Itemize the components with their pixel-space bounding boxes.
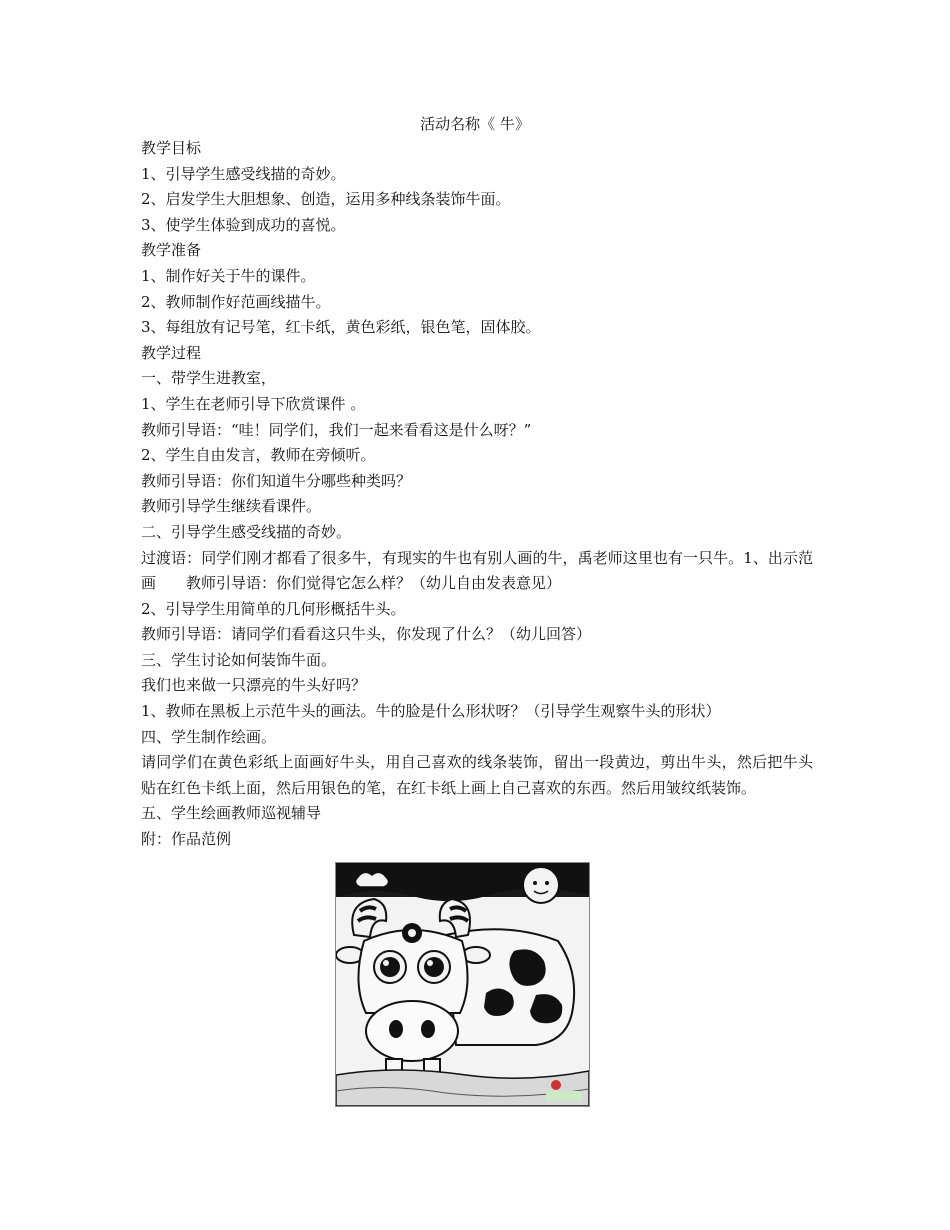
process-line: 2、学生自由发言，教师在旁倾听。 bbox=[141, 446, 376, 465]
process-line: 2、引导学生用简单的几何形概括牛头。 bbox=[141, 599, 406, 618]
document-body bbox=[141, 136, 813, 853]
process-line: 请同学们在黄色彩纸上面画好牛头，用自己喜欢的线条装饰，留出一段黄边，剪出牛头，然后把牛头贴在红色卡纸上面，然后用银色的笔，在红卡纸上画上自己喜欢的东西。然后用皱纹纸装饰。 bbox=[141, 753, 813, 797]
process-heading: 教学过程 bbox=[141, 343, 202, 362]
process-step: 一、带学生进教室， bbox=[141, 369, 277, 388]
process-step: 二、引导学生感受线描的奇妙。 bbox=[141, 522, 352, 541]
document-title: 活动名称《 牛》 bbox=[420, 115, 530, 133]
process-step: 四、学生制作绘画。 bbox=[141, 727, 277, 746]
goal-item: 1、引导学生感受线描的奇妙。 bbox=[141, 164, 346, 183]
process-line: 教师引导语：请同学们看看这只牛头，你发现了什么？（幼儿回答） bbox=[141, 625, 592, 644]
goal-item: 3、使学生体验到成功的喜悦。 bbox=[141, 215, 346, 234]
process-line: 1、教师在黑板上示范牛头的画法。牛的脸是什么形状呀？（引导学生观察牛头的形状） bbox=[141, 702, 721, 721]
corner-logo bbox=[546, 1091, 582, 1101]
process-line: 教师引导语：你们知道牛分哪些种类吗？ bbox=[141, 471, 412, 490]
cow-muzzle bbox=[366, 1001, 458, 1061]
goals-heading: 教学目标 bbox=[141, 139, 202, 157]
process-line: 教师引导语：“哇！同学们，我们一起来看看这是什么呀？” bbox=[141, 420, 532, 439]
cow-line-drawing-image bbox=[335, 862, 590, 1107]
sun-shape bbox=[523, 867, 559, 903]
process-line: 过渡语：同学们刚才都看了很多牛，有现实的牛也有别人画的牛，禹老师这里也有一只牛。1、出示范画 教师引导语：你们觉得它怎么样？（幼儿自由发表意见） bbox=[141, 548, 813, 593]
process-step: 三、学生讨论如何装饰牛面。 bbox=[141, 650, 337, 669]
prep-item: 3、每组放有记号笔，红卡纸，黄色彩纸，银色笔，固体胶。 bbox=[141, 318, 541, 337]
goal-item: 2、启发学生大胆想象、创造，运用多种线条装饰牛面。 bbox=[141, 190, 511, 209]
appendix-label: 附：作品范例 bbox=[141, 830, 232, 849]
process-line: 我们也来做一只漂亮的牛头好吗？ bbox=[141, 676, 367, 695]
prep-item: 1、制作好关于牛的课件。 bbox=[141, 266, 316, 285]
prep-heading: 教学准备 bbox=[141, 241, 202, 260]
cow-drawing-svg bbox=[336, 863, 589, 1106]
process-step: 五、学生绘画教师巡视辅导 bbox=[141, 804, 322, 823]
process-line: 教师引导学生继续看课件。 bbox=[141, 497, 322, 516]
process-line: 1、学生在老师引导下欣赏课件 。 bbox=[141, 394, 366, 413]
prep-item: 2、教师制作好范画线描牛。 bbox=[141, 292, 331, 311]
